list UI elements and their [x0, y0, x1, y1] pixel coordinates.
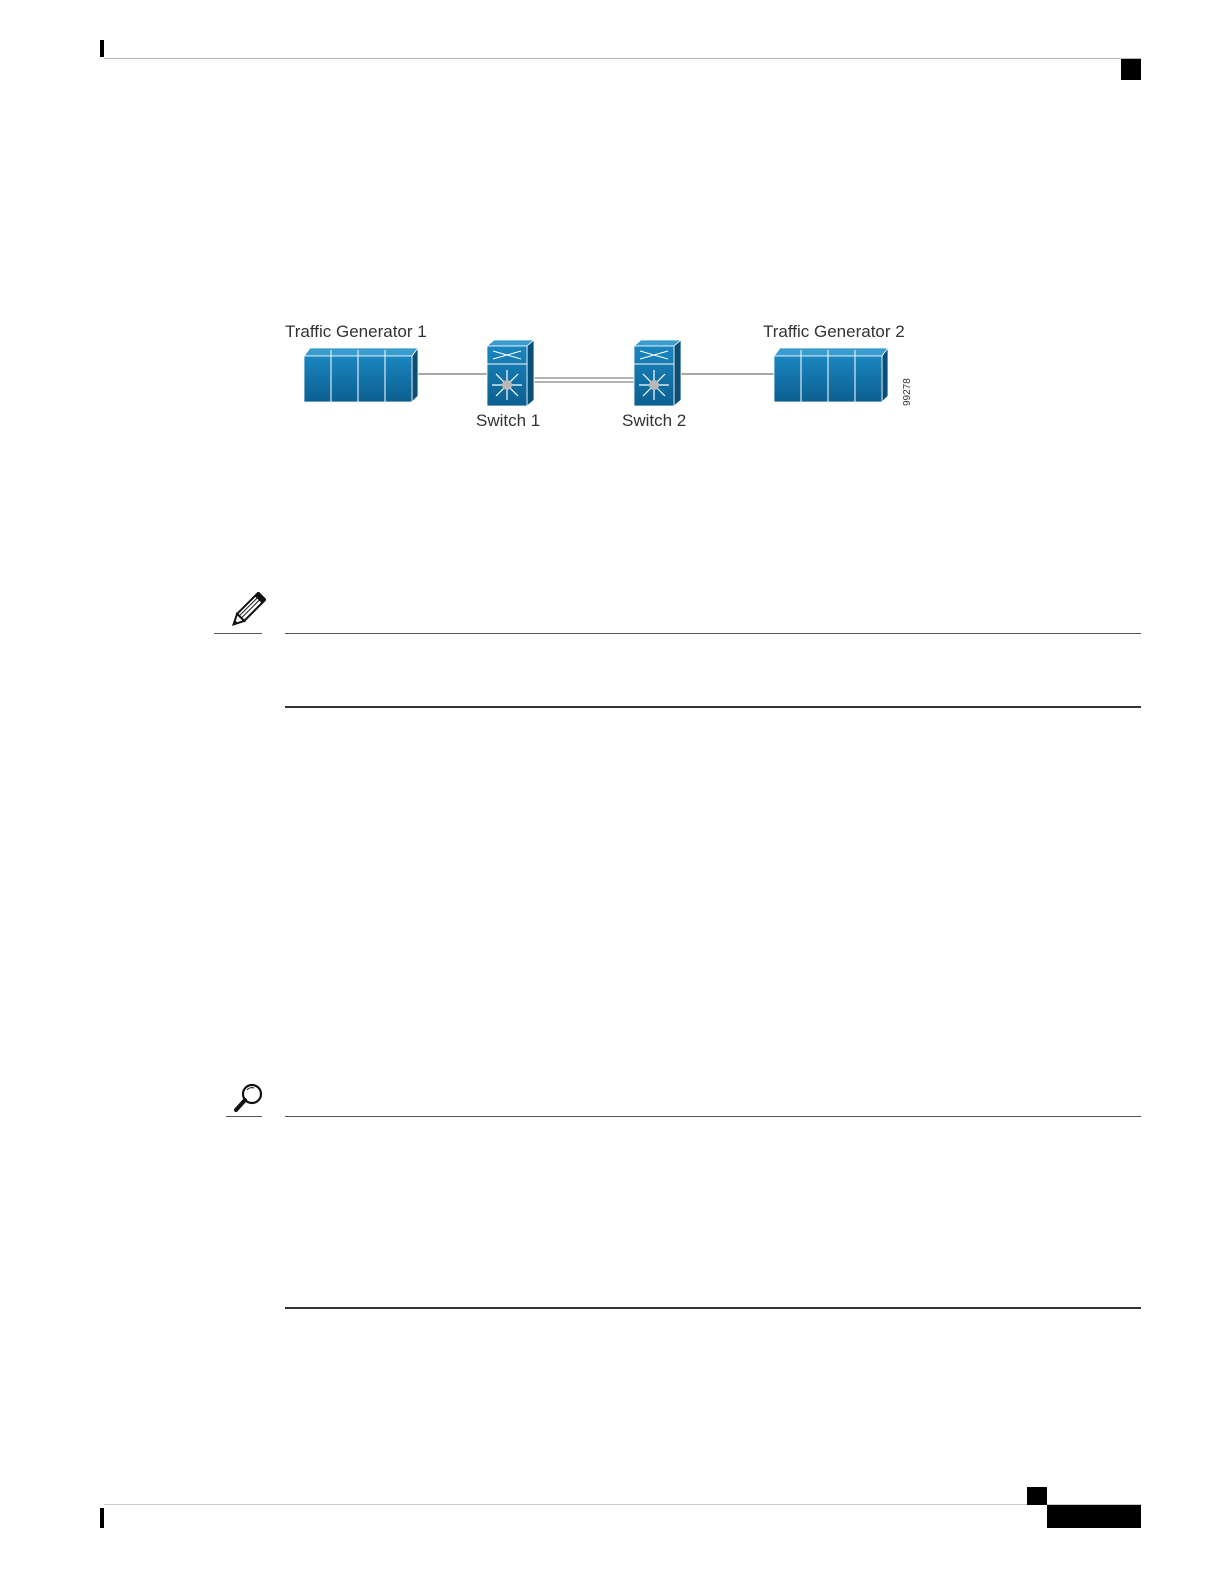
pencil-icon	[228, 592, 266, 630]
note-top-rule	[285, 633, 1141, 634]
header-rule	[104, 58, 1141, 59]
traffic-generator-2-icon	[774, 348, 888, 402]
footer-edge-mark	[100, 1508, 104, 1528]
network-topology-diagram	[270, 310, 930, 440]
header-corner-block	[1121, 59, 1141, 80]
switch-1-icon	[487, 340, 534, 406]
traffic-generator-1-icon	[304, 348, 418, 402]
footer-rule	[104, 1504, 1141, 1505]
label-traffic-generator-1: Traffic Generator 1	[285, 322, 427, 341]
figure-id: 99278	[902, 378, 913, 406]
tip-top-rule	[285, 1116, 1141, 1117]
magnifier-icon	[232, 1082, 266, 1114]
label-traffic-generator-2: Traffic Generator 2	[763, 322, 905, 341]
label-switch-1: Switch 1	[476, 411, 541, 430]
label-switch-2: Switch 2	[622, 411, 687, 430]
footer-page-tab	[1047, 1505, 1141, 1528]
tip-icon-underline	[226, 1116, 262, 1117]
switch-2-icon	[634, 340, 681, 406]
tip-bottom-rule	[285, 1307, 1141, 1309]
note-icon-underline	[214, 633, 262, 634]
note-bottom-rule	[285, 706, 1141, 708]
footer-corner-block	[1027, 1487, 1047, 1505]
header-edge-mark	[100, 40, 104, 57]
